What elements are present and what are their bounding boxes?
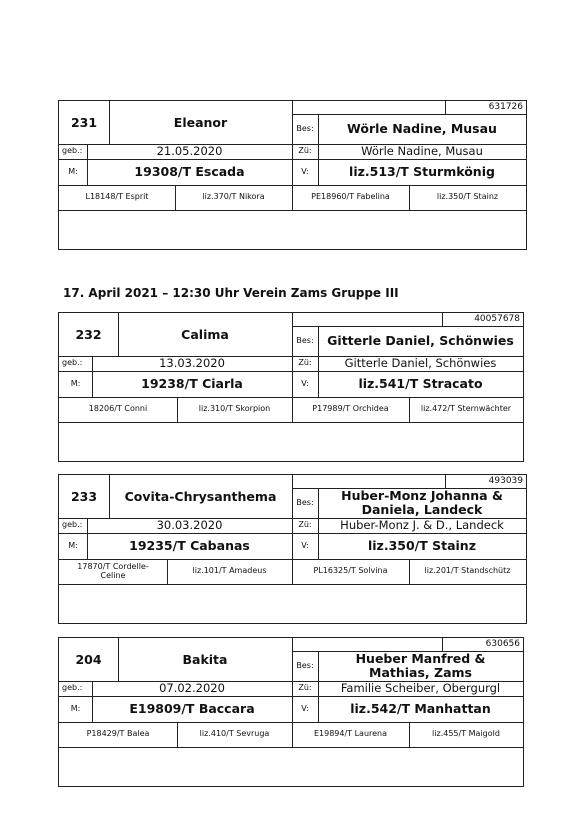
ancestor: liz.410/T Sevruga <box>199 729 270 739</box>
birth-label: geb.: <box>62 683 83 693</box>
ancestor: liz.455/T Maigold <box>432 729 500 739</box>
section-title: 17. April 2021 – 12:30 Uhr Verein Zams Gruppe III <box>63 286 399 300</box>
ancestor: P17989/T Orchidea <box>312 404 389 414</box>
ancestor: liz.370/T Nikora <box>202 192 265 202</box>
birth-label: geb.: <box>62 520 83 530</box>
ancestor: 18206/T Conni <box>88 404 148 414</box>
owner: Hueber Manfred & Mathias, Zams <box>355 651 486 680</box>
ancestor: L18148/T Esprit <box>85 192 149 202</box>
ancestor: liz.101/T Amadeus <box>192 566 267 576</box>
mother: 19238/T Ciarla <box>141 376 243 392</box>
father: liz.350/T Stainz <box>367 538 476 554</box>
entry-card <box>58 100 527 250</box>
entry-number: 233 <box>70 488 98 504</box>
ancestor: liz.310/T Skorpion <box>198 404 271 414</box>
entry-number: 232 <box>75 326 102 342</box>
mother-label: M: <box>68 166 78 176</box>
father-label: V: <box>301 703 309 713</box>
breeder: Wörle Nadine, Musau <box>361 144 483 159</box>
owner-label: Bes: <box>296 335 314 345</box>
entry-name: Calima <box>181 326 229 342</box>
father-label: V: <box>301 540 309 550</box>
owner: Wörle Nadine, Musau <box>347 121 497 137</box>
entry-name: Bakita <box>182 651 228 667</box>
owner-label: Bes: <box>296 123 314 133</box>
father: liz.542/T Manhattan <box>350 701 491 717</box>
entry-card <box>58 312 524 462</box>
ancestor: liz.350/T Stainz <box>436 192 499 202</box>
owner-label: Bes: <box>296 660 314 670</box>
birth-label: geb.: <box>62 358 83 368</box>
ancestor: E19894/T Laurena <box>313 729 388 739</box>
entry-number: 204 <box>75 651 102 667</box>
mother: 19308/T Escada <box>134 164 245 180</box>
breeder-label: Zü: <box>298 520 312 530</box>
owner: Huber-Monz Johanna & Daniela, Landeck <box>341 488 503 517</box>
breeder-label: Zü: <box>298 683 312 693</box>
breeder: Gitterle Daniel, Schönwies <box>344 356 497 371</box>
entry-number: 231 <box>70 114 98 130</box>
entry-id: 40057678 <box>474 313 520 324</box>
breeder: Familie Scheiber, Obergurgl <box>340 681 501 696</box>
ancestor: 17870/T Cordelle-Celine <box>77 561 149 580</box>
mother: E19809/T Baccara <box>129 701 255 717</box>
birth-label: geb.: <box>62 146 83 156</box>
entry-id: 630656 <box>485 638 520 649</box>
owner: Gitterle Daniel, Schönwies <box>327 333 514 349</box>
entry-name: Covita-Chrysanthema <box>124 488 277 504</box>
father-label: V: <box>301 166 309 176</box>
entry-id: 493039 <box>488 475 523 486</box>
breeder: Huber-Monz J. & D., Landeck <box>340 518 504 533</box>
owner-label: Bes: <box>296 497 314 507</box>
breeder-label: Zü: <box>298 358 312 368</box>
father: liz.541/T Stracato <box>358 376 483 392</box>
breeder-label: Zü: <box>298 146 312 156</box>
birth-date: 21.05.2020 <box>156 144 223 159</box>
father-label: V: <box>301 378 309 388</box>
birth-date: 30.03.2020 <box>156 518 223 533</box>
mother-label: M: <box>70 703 81 713</box>
birth-date: 07.02.2020 <box>159 681 225 696</box>
birth-date: 13.03.2020 <box>159 356 225 371</box>
ancestor: PE18960/T Fabelina <box>311 192 390 202</box>
mother-label: M: <box>68 540 78 550</box>
ancestor: P18429/T Balea <box>86 729 150 739</box>
father: liz.513/T Sturmkönig <box>349 164 495 180</box>
ancestor: PL16325/T Solvina <box>313 566 388 576</box>
entry-name: Eleanor <box>173 114 228 130</box>
ancestor: liz.201/T Standschütz <box>424 566 511 576</box>
mother-label: M: <box>70 378 81 388</box>
ancestor: liz.472/T Sternwächter <box>420 404 512 414</box>
mother: 19235/T Cabanas <box>129 538 250 554</box>
entry-card <box>58 474 527 624</box>
entry-id: 631726 <box>488 101 523 112</box>
entry-card <box>58 637 524 787</box>
